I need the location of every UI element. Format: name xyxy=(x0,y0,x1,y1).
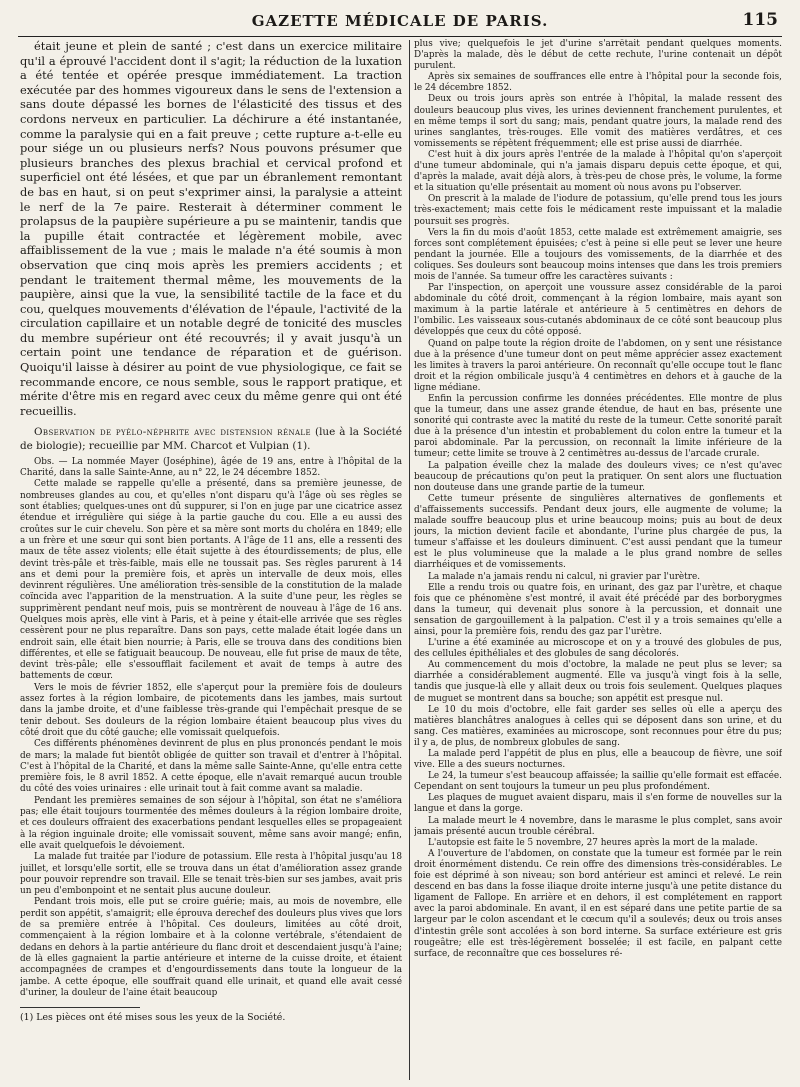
paragraph: Pendant trois mois, elle put se croire guérie; mais, au mois de novembre, elle perdit son appétit, s'amaigrit; elle éprouva derechef des douleurs plus vives que lors de sa première entrée à l'hôpital. Ces douleurs, limitées au côté droit, commençaient à la région lombaire et à la colonne vertébrale, s'étendaient de dedans en dehors à la partie antérieure du flanc droit et descendaient jusqu'à l'aine; de là elles gagnaient la partie antérieure et interne de la cuisse droite, et étaient accompagnées de crampes et d'engourdissements dans toute la longueur de la jambe. A cette époque, elle souffrait quand elle urinait, et quand elle avait cessé d'uriner, la douleur de l'aine était beaucoup xyxy=(20,897,402,998)
paragraph: plus vive; quelquefois le jet d'urine s'arrêtait pendant quelques moments. D'après la malade, dès le début de cette rechute, l'urine contenait un dépôt purulent. xyxy=(414,39,782,72)
paragraph: Vers le mois de février 1852, elle s'aperçut pour la première fois de douleurs assez fortes à la région lombaire, de picotements dans les jambes, mais surtout dans la jambe droite, et d'une faiblesse très-grande qui l'empêchait presque de se tenir debout. Ses douleurs de la région lombaire étaient beaucoup plus vives du côté droit que du côté gauche; elle vomissait quelquefois. xyxy=(20,682,402,738)
paragraph: Le 10 du mois d'octobre, elle fait garder ses selles où elle a aperçu des matières blanchâtres analogues à celles qui se déposent dans son urine, et du sang. Ces matières, examinées au microscope, sont reconnues pour être du pus; il y a, de plus, de nombreux globules de sang. xyxy=(414,704,782,748)
paragraph: L'autopsie est faite le 5 novembre, 27 heures après la mort de la malade. xyxy=(428,837,758,848)
paragraph: Les plaques de muguet avaient disparu, mais il s'en forme de nouvelles sur la langue et dans la gorge. xyxy=(414,793,782,815)
paragraph: Par l'inspection, on aperçoit une voussure assez considérable de la paroi abdominale du côté droit, commençant à la région lombaire, mais ayant son maximum à la partie latérale et antérieure à 5 centimètres en dehors de l'ombilic. Les vaisseaux sous-cutanés abdominaux de ce côté sont beaucoup plus développés que ceux du côté opposé. xyxy=(414,283,782,338)
paragraph: Obs. — La nommée Mayer (Joséphine), âgée de 19 ans, entre à l'hôpital de la Charité, dans la salle Sainte-Anne, au n° 22, le 24 décembre 1852. xyxy=(20,456,402,479)
paragraph: Elle a rendu trois ou quatre fois, en urinant, des gaz par l'urètre, et chaque fois que ce phénomène s'est montré, il avait été précédé par des borborygmes dans la tumeur, qui devenait plus sonore à la percussion, et donnait une sensation de gargouillement à la palpation. C'est il y a trois semaines qu'elle a ainsi, pour la première fois, rendu des gaz par l'urètre. xyxy=(414,582,782,637)
paragraph: La malade perd l'appétit de plus en plus, elle a beaucoup de fièvre, une soif vive. Elle a des sueurs nocturnes. xyxy=(414,749,782,771)
paragraph: Pendant les premières semaines de son séjour à l'hôpital, son état ne s'améliora pas; elle était toujours tourmentée des mêmes douleurs à la région lombaire droite, et ces douleurs offraient des exacerbations pendant lesquelles elles se propageaient à la région inguinale droite; elle vomissait souvent, même sans avoir mangé; enfin, elle avait quelquefois le dévoiement. xyxy=(20,795,402,851)
paragraph: On prescrit à la malade de l'iodure de potassium, qu'elle prend tous les jours très-exactement; mais cette fois le médicament reste impuissant et la maladie poursuit ses progrès. xyxy=(414,194,782,227)
left-body xyxy=(20,457,402,999)
paragraph: Le 24, la tumeur s'est beaucoup affaissée; la saillie qu'elle formait est effacée. Cependant on sent toujours la tumeur un peu plus profondément. xyxy=(414,771,782,793)
paragraph: La malade fut traitée par l'iodure de potassium. Elle resta à l'hôpital jusqu'au 18 juillet, et lorsqu'elle sortit, elle se trouva dans un état d'amélioration assez grande pour pouvoir reprendre son travail. Elle se tenait très-bien sur ses jambes, avait pris un peu d'embonpoint et ne sentait plus aucune douleur. xyxy=(20,852,402,897)
paragraph: La malade meurt le 4 novembre, dans le marasme le plus complet, sans avoir jamais présenté aucun trouble cérébral. xyxy=(414,815,782,837)
footnote-rule xyxy=(20,1007,140,1008)
paragraph: Vers la fin du mois d'août 1853, cette malade est extrêmement amaigrie, ses forces sont complétement épuisées; c'est à peine si elle peut se lever une heure pendant la journée. Elle a toujours des vomissements, de la diarrhée et des coliques. Ses douleurs sont beaucoup moins intenses que dans les trois premiers mois de l'année. Sa tumeur offre les caractères suivants : xyxy=(414,227,782,282)
observation-title-rest: (lue à la Société de biologie); recueillie par MM. Charcot et Vulpian (1). xyxy=(20,426,402,452)
paragraph: La malade n'a jamais rendu ni calcul, ni gravier par l'urètre. xyxy=(428,571,701,582)
observation-title-caps: Observation de pyélo-néphrite avec distension rénale xyxy=(34,426,311,439)
left-column xyxy=(20,39,402,1083)
paragraph: Cette malade se rappelle qu'elle a présenté, dans sa première jeunesse, de nombreuses glandes au cou, et qu'elles n'ont disparu qu'à l'âge où ses règles se sont établies; quelques-unes ont dû suppurer, si l'on en juge par une cicatrice assez étendue et irrégulière qui siége à la partie gauche du cou. Elle a eu aussi des croûtes sur le cuir chevelu. Son père et sa mère sont morts du choléra en 1849; elle a un frère et une sœur qui sont bien portants. A l'âge de 11 ans, elle a ressenti des maux de tête assez violents; elle était sujette à des étourdissements; de plus, elle devint très-pâle et très-faible, mais elle ne toussait pas. Ses règles parurent à 14 ans et demi pour la première fois, et après un intervalle de deux mois, elles devinrent régulières. Une amélioration très-sensible de la constitution de la malade coïncida avec l'apparition de la menstruation. A la suite d'une peur, les règles se supprimèrent pendant neuf mois, puis se montrèrent de nouveau à l'âge de 16 ans. Quelques mois après, elle vint à Paris, et à peine y était-elle arrivée que ses règles cessèrent pour ne plus reparaître. Dans son pays, cette malade était logée dans un endroit sain, elle était bien nourrie; à Paris, elle se trouva dans des conditions bien différentes, et elle se fatiguait beaucoup. De nouveau, elle fut prise de maux de tête, devint très-pâle; elle s'essoufflait facilement et avait de temps à autre des battements de cœur. xyxy=(20,479,402,682)
journal-title: GAZETTE MÉDICALE DE PARIS. xyxy=(251,12,549,30)
paragraph: C'est huit à dix jours après l'entrée de la malade à l'hôpital qu'on s'aperçoit d'une tumeur abdominale, qui n'a jamais disparu depuis cette époque, et qui, d'après la malade, avait déjà alors, à très-peu de chose près, le volume, la forme et la situation qu'elle présentait au moment où nous avons pu l'observer. xyxy=(414,149,782,194)
paragraph: Au commencement du mois d'octobre, la malade ne peut plus se lever; sa diarrhée a considérablement augmenté. Elle va jusqu'à vingt fois à la selle, tandis que jusque-là elle y allait deux ou trois fois seulement. Quelques plaques de muguet se montrent dans sa bouche; son appétit est presque nul. xyxy=(414,660,782,704)
paragraph: Enfin la percussion confirme les données précédentes. Elle montre de plus que la tumeur, dans une assez grande étendue, de haut en bas, présente une sonorité qui contraste avec la matité du reste de la tumeur. Cette sonorité paraît due à la présence d'un intestin et probablement du colon entre la tumeur et la paroi abdominale. Par la percussion, on reconnaît la limite inférieure de la tumeur; cette limite se trouve à 2 centimètres au-dessus de l'arcade crurale. xyxy=(414,394,782,460)
paragraph: La palpation éveille chez la malade des douleurs vives; ce n'est qu'avec beaucoup de précautions qu'on peut la pratiquer. On sent alors une fluctuation non douteuse dans une grande partie de la tumeur. xyxy=(414,460,782,493)
header-rule xyxy=(18,36,782,37)
page-header xyxy=(22,10,778,34)
intro-paragraph: était jeune et plein de santé ; c'est dans un exercice militaire qu'il a éprouvé l'accident dont il s'agit; la réduction de la luxation a été tentée et opérée presque immédiatement. La traction exécutée par des hommes vigoureux dans le sens de l'extension a sans doute dépassé les bornes de l'élasticité des tissus et des cordons nerveux en particulier. La déchirure a été instantanée, comme la paralysie qui en a fait preuve ; cette rupture a-t-elle eu pour siége un ou plusieurs nerfs? Nous pouvons présumer que plusieurs branches des plexus brachial et cervical profond et superficiel ont été lésées, et que par un ébranlement remontant de bas en haut, si on peut s'exprimer ainsi, la paralysie a atteint le nerf de la 7e paire. Resterait à déterminer comment le prolapsus de la paupière supérieure a pu se maintenir, tandis que la pupille était contractée et légèrement mobile, avec affaiblissement de la vue ; mais le malade n'a été soumis à mon observation que cinq mois après les premiers accidents ; et pendant le traitement thermal même, les mouvements de la paupière, ainsi que la vue, la sensibilité tactile de la face et du cou, quelques mouvements d'élévation de l'épaule, l'activité de la circulation capillaire et un notable degré de tonicité des muscles du membre supérieur ont été recouvrés; il y avait jusqu'à un certain point une tendance de réparation et de guérison. Quoiqu'il laisse à désirer au point de vue physiologique, ce fait se recommande encore, ce nous semble, sous le rapport pratique, et mérite d'être mis en regard avec ceux du même genre qui ont été recueillis. xyxy=(20,39,402,418)
paragraph: Ces différents phénomènes devinrent de plus en plus prononcés pendant le mois de mars; la malade fut bientôt obligée de quitter son travail et d'entrer à l'hôpital. C'est à l'hôpital de la Charité, et dans la même salle Sainte-Anne, qu'elle entra cette première fois, le 8 avril 1852. A cette époque, elle n'avait remarqué aucun trouble du côté des voies urinaires : elle urinait tout à fait comme avant sa maladie. xyxy=(20,739,402,795)
right-column xyxy=(414,39,782,1083)
paragraph: Deux ou trois jours après son entrée à l'hôpital, la malade ressent des douleurs beaucoup plus vives, les urines deviennent franchement purulentes, et en même temps il sort du sang; mais, pendant quatre jours, la malade rend des urines sanglantes, très-rouges. Elle vomit des matières verdâtres, et ces vomissements se répètent fréquemment; elle est prise aussi de diarrhée. xyxy=(414,94,782,149)
paragraph: Quand on palpe toute la région droite de l'abdomen, on y sent une résistance due à la présence d'une tumeur dont on peut même apprécier assez exactement les limites à travers la paroi antérieure. On reconnaît qu'elle occupe tout le flanc droit et la région ombilicale jusqu'à 4 centimètres en dehors et à gauche de la ligne médiane. xyxy=(414,338,782,393)
footnote: (1) Les pièces ont été mises sous les yeux de la Société. xyxy=(20,1012,286,1024)
paragraph: Cette tumeur présente de singulières alternatives de gonflements et d'affaissements successifs. Pendant deux jours, elle augmente de volume; la malade souffre beaucoup plus et urine beaucoup moins; puis au bout de deux jours, la miction devient facile et abondante, l'urine plus chargée de pus, la tumeur s'affaisse et les douleurs diminuent. C'est aussi pendant que la tumeur est le plus volumineuse que la malade a le plus grand nombre de selles diarrhéiques et de vomissements. xyxy=(414,493,782,571)
observation-title xyxy=(20,426,402,452)
page-number: 115 xyxy=(742,10,778,30)
paragraph: Après six semaines de souffrances elle entre à l'hôpital pour la seconde fois, le 24 décembre 1852. xyxy=(414,72,782,94)
paragraph: L'urine a été examinée au microscope et on y a trouvé des globules de pus, des cellules épithéliales et des globules de sang décolorés. xyxy=(414,638,782,660)
column-divider xyxy=(409,40,410,1080)
paragraph: A l'ouverture de l'abdomen, on constate que la tumeur est formée par le rein droit énormément distendu. Ce rein offre des dimensions très-considérables. Le foie est déprimé à son niveau; son bord antérieur est aminci et relevé. Le rein descend en bas dans la fosse iliaque droite interne jusqu'à une petite distance du ligament de Fallope. En arrière et en dehors, il est complétement en rapport avec la paroi abdominale. En avant, il en est séparé dans une petite partie de sa largeur par le colon ascendant et le cœcum qu'il a soulevés; deux ou trois anses d'intestin grêle sont accolées à son bord interne. Sa surface extérieure est gris rougeâtre; elle est très-légèrement bosselée; il est facile, en palpant cette surface, de reconnaître que ces bosselures ré- xyxy=(414,848,782,959)
